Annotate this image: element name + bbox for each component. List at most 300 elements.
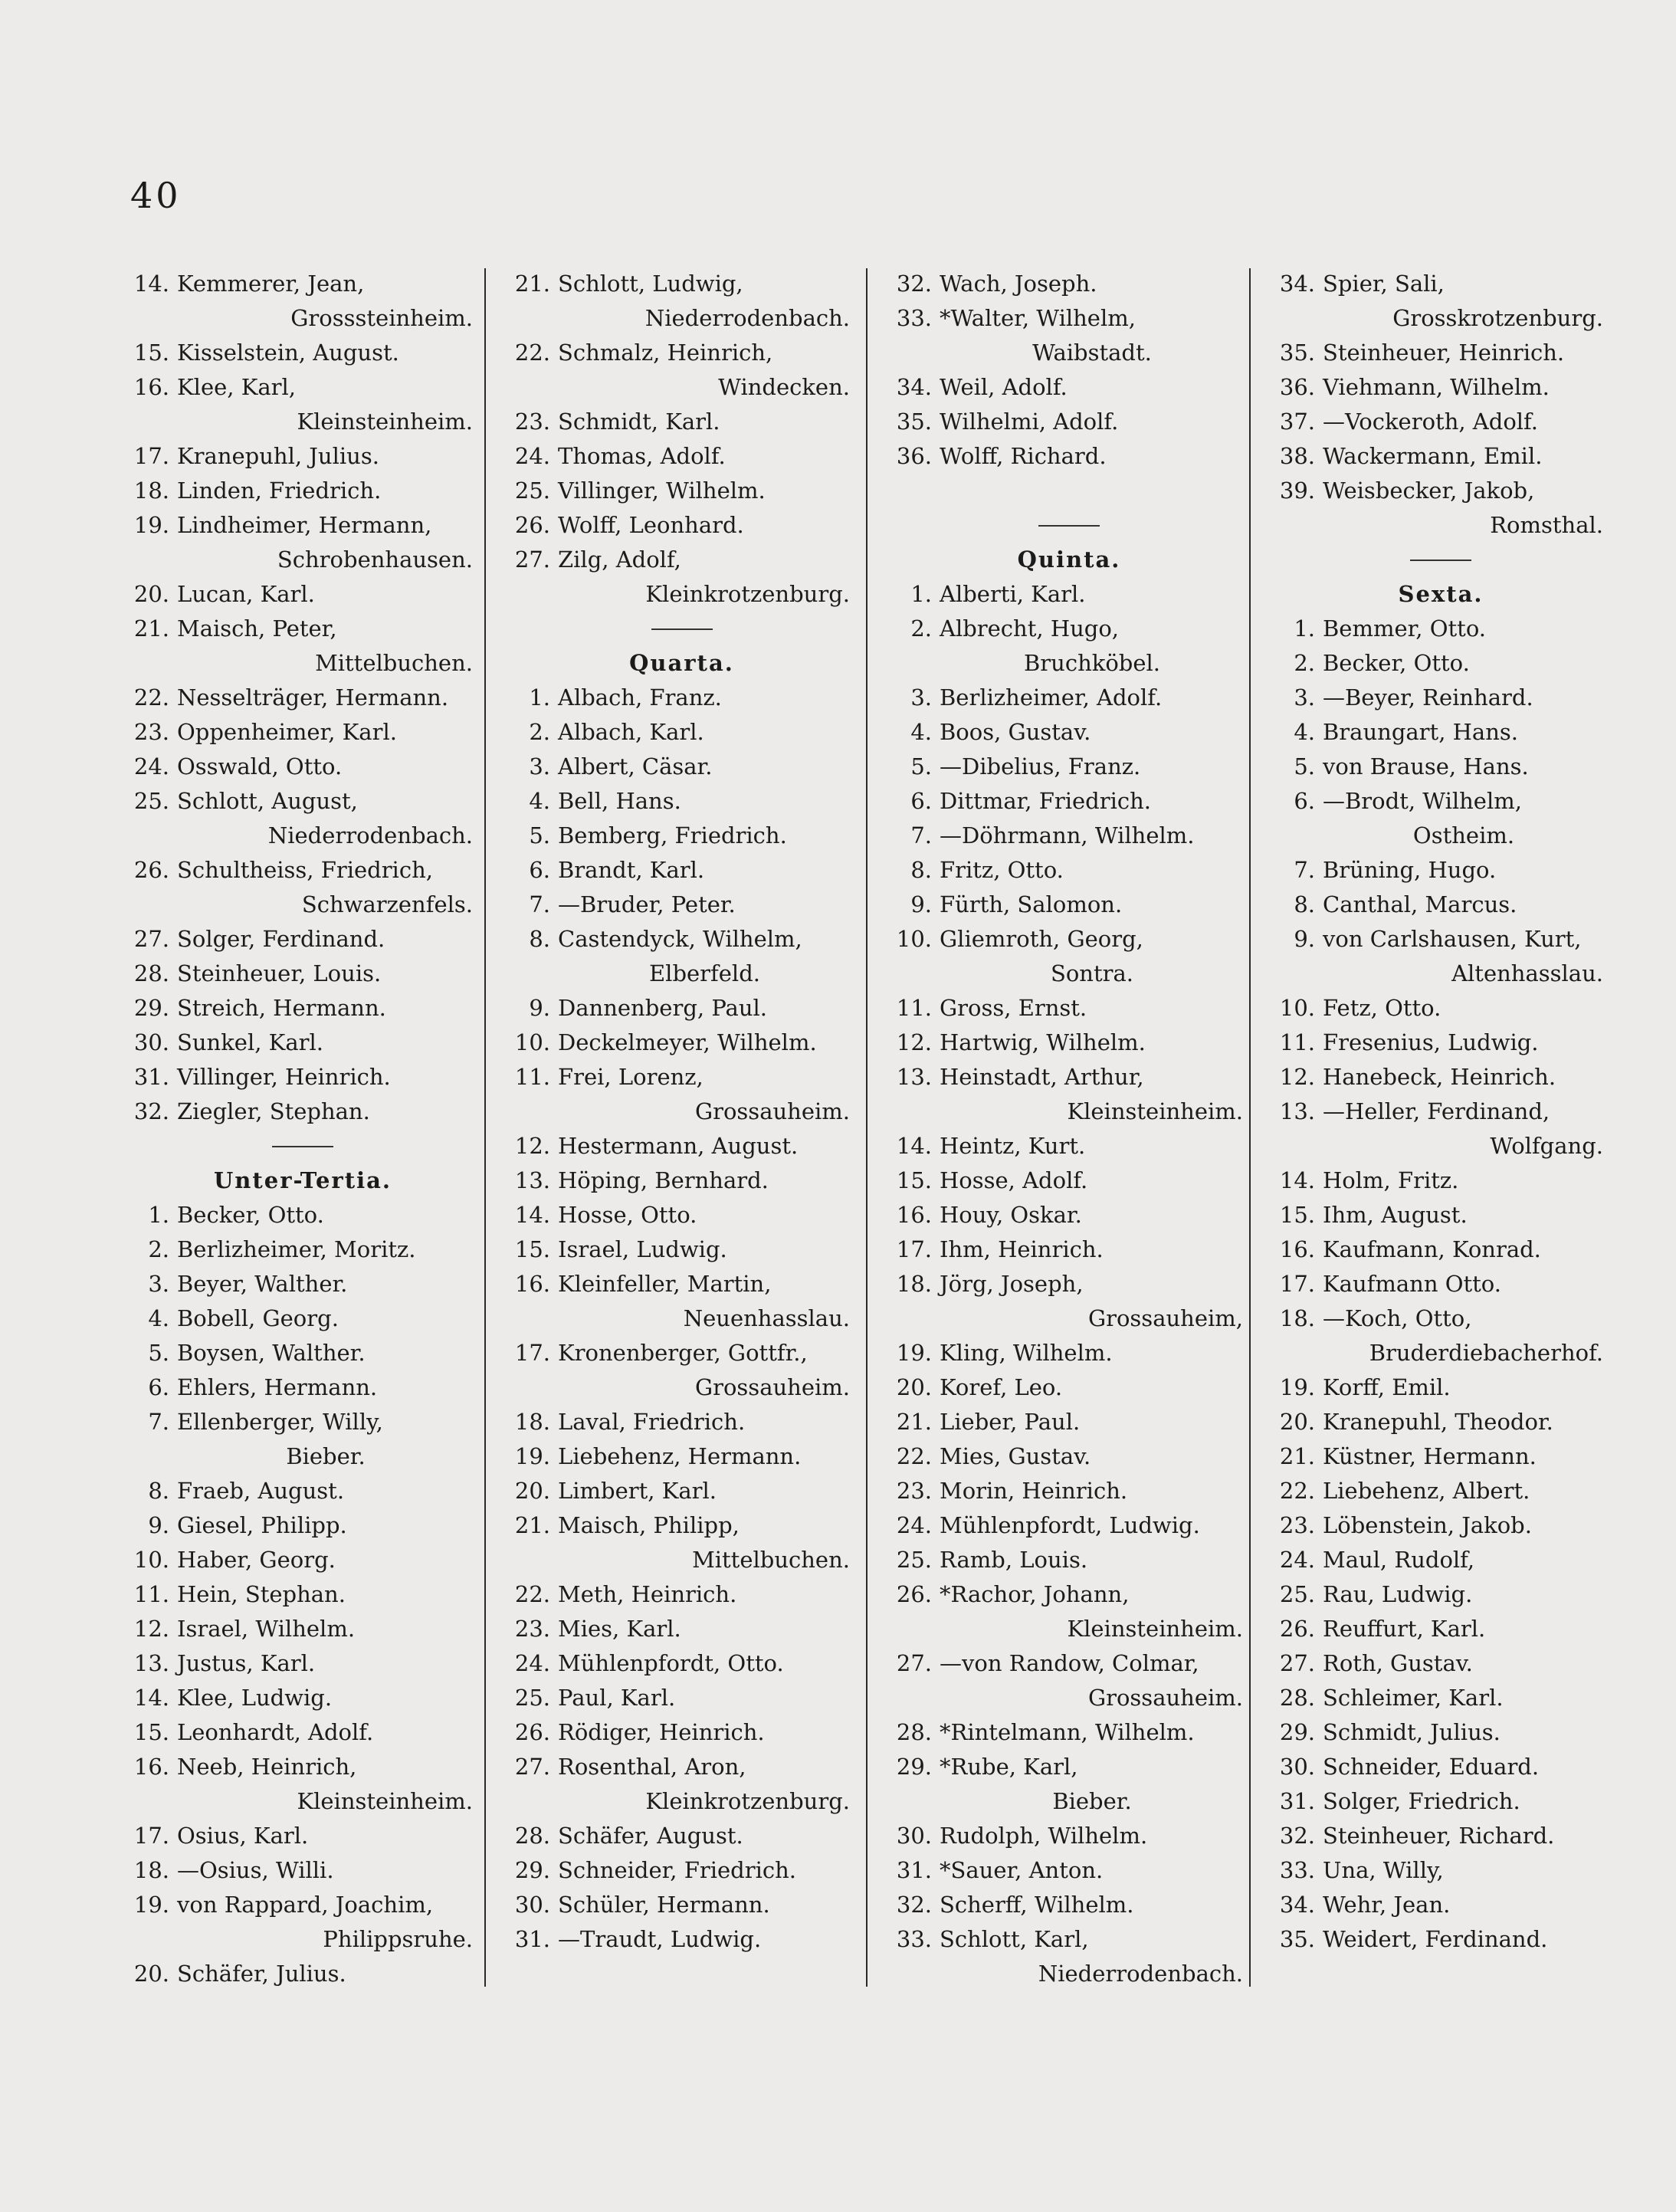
entry-number: 30. — [514, 1892, 550, 1918]
entry-number: 36. — [896, 443, 932, 469]
entry-number: 8. — [910, 857, 932, 883]
entry-place: Kleinsteinheim. — [1067, 1098, 1243, 1124]
list-item — [126, 439, 479, 474]
entry-name: Kronenberger, Gottfr., — [558, 1340, 808, 1366]
entry-name: Steinheuer, Heinrich. — [1323, 340, 1565, 366]
entry-number: 22. — [133, 684, 169, 711]
entry-name: Maisch, Philipp, — [558, 1512, 740, 1538]
column-divider-1 — [484, 268, 486, 1987]
entry-number: 4. — [1294, 719, 1315, 745]
list-item — [1272, 1577, 1609, 1612]
entry-name: —Brodt, Wilhelm, — [1323, 788, 1522, 814]
entry-number: 25. — [133, 788, 169, 814]
entry-name: Albert, Cäsar. — [558, 753, 713, 779]
list-item — [507, 1508, 856, 1543]
list-item — [126, 1957, 479, 1991]
list-item — [507, 1439, 856, 1474]
entry-number: 18. — [1279, 1305, 1315, 1331]
entry-name: Bell, Hans. — [558, 788, 681, 814]
entry-number: 35. — [1279, 340, 1315, 366]
entry-number: 21. — [896, 1409, 932, 1435]
entry-name: Rosenthal, Aron, — [558, 1754, 746, 1780]
entry-number: 10. — [896, 926, 932, 952]
entry-name: Berlizheimer, Adolf. — [940, 684, 1163, 711]
entry-number: 15. — [896, 1167, 932, 1193]
entry-place: Niederrodenbach. — [644, 305, 850, 331]
entry-name: Meth, Heinrich. — [558, 1581, 737, 1607]
list-item — [1272, 267, 1609, 301]
entry-name: Gliemroth, Georg, — [940, 926, 1143, 952]
entry-name: Limbert, Karl. — [558, 1478, 717, 1504]
entry-number: 7. — [1294, 857, 1315, 883]
entry-name: Maisch, Peter, — [177, 615, 337, 642]
entry-name: Rau, Ludwig. — [1323, 1581, 1473, 1607]
entry-name: Ramb, Louis. — [940, 1547, 1088, 1573]
entry-name: Rudolph, Wilhelm. — [940, 1823, 1148, 1849]
list-item — [1272, 1474, 1609, 1508]
entry-name: Schäfer, August. — [558, 1823, 743, 1849]
entry-name: Ehlers, Hermann. — [177, 1374, 378, 1400]
list-item — [507, 1232, 856, 1267]
entry-name: Küstner, Hermann. — [1323, 1443, 1537, 1469]
name-list-column-2 — [507, 267, 856, 1957]
list-item — [1272, 1301, 1609, 1336]
entry-name: Berlizheimer, Moritz. — [177, 1236, 416, 1262]
list-item — [889, 715, 1249, 750]
entry-name: Streich, Hermann. — [177, 995, 386, 1021]
list-item — [1272, 474, 1609, 508]
entry-number: 28. — [1279, 1685, 1315, 1711]
entry-number: 18. — [514, 1409, 550, 1435]
name-list-column-3 — [889, 267, 1249, 1991]
list-item — [507, 1336, 856, 1370]
entry-name: Wehr, Jean. — [1323, 1892, 1451, 1918]
list-item — [507, 1646, 856, 1681]
entry-name: Hosse, Adolf. — [940, 1167, 1088, 1193]
entry-name: Rödiger, Heinrich. — [558, 1719, 765, 1745]
list-item — [889, 405, 1249, 439]
entry-number: 11. — [1279, 1029, 1315, 1055]
entry-name: Schlott, Ludwig, — [558, 271, 743, 297]
list-item — [126, 1646, 479, 1681]
list-item — [126, 1198, 479, 1232]
entry-name: Schmalz, Heinrich, — [558, 340, 773, 366]
list-item — [889, 612, 1249, 646]
entry-name: Alberti, Karl. — [940, 581, 1086, 607]
list-item — [507, 439, 856, 474]
list-item — [126, 1267, 479, 1301]
list-item — [889, 1232, 1249, 1267]
entry-name: Schneider, Friedrich. — [558, 1857, 796, 1883]
list-item — [507, 1612, 856, 1646]
entry-number: 20. — [133, 581, 169, 607]
entry-number: 14. — [1279, 1167, 1315, 1193]
list-item — [1272, 1232, 1609, 1267]
entry-name: Weisbecker, Jakob, — [1323, 478, 1535, 504]
entry-number: 27. — [514, 546, 550, 573]
entry-number: 13. — [133, 1650, 169, 1676]
entry-place: Bruderdiebacherhof. — [1369, 1340, 1603, 1366]
list-item — [126, 1232, 479, 1267]
entry-number: 29. — [896, 1754, 932, 1780]
entry-number: 6. — [148, 1374, 169, 1400]
section-separator — [889, 508, 1249, 543]
entry-name: Osius, Karl. — [177, 1823, 309, 1849]
entry-number: 13. — [896, 1064, 932, 1090]
list-item — [126, 991, 479, 1026]
entry-number: 2. — [148, 1236, 169, 1262]
entry-name: Braungart, Hans. — [1323, 719, 1518, 745]
list-item — [1272, 784, 1609, 819]
entry-number: 29. — [514, 1857, 550, 1883]
entry-place: Bieber. — [1052, 1788, 1132, 1814]
list-item — [126, 474, 479, 508]
entry-number: 17. — [133, 443, 169, 469]
entry-place: Grossauheim. — [1087, 1685, 1243, 1711]
list-item — [1272, 888, 1609, 922]
entry-name: *Rube, Karl, — [940, 1754, 1078, 1780]
entry-name: Wilhelmi, Adolf. — [940, 409, 1119, 435]
entry-name: Bobell, Georg. — [177, 1305, 339, 1331]
list-item — [507, 1405, 856, 1439]
list-item — [1272, 1026, 1609, 1060]
list-item — [126, 1543, 479, 1577]
entry-name: Schultheiss, Friedrich, — [177, 857, 433, 883]
entry-number: 8. — [529, 926, 550, 952]
list-item — [1272, 681, 1609, 715]
entry-name: Albach, Franz. — [558, 684, 722, 711]
list-item — [507, 1888, 856, 1922]
list-item — [507, 681, 856, 715]
entry-place: Elberfeld. — [649, 960, 760, 986]
list-item — [126, 922, 479, 957]
list-item — [1272, 1646, 1609, 1681]
entry-name: Canthal, Marcus. — [1323, 891, 1517, 917]
list-item — [889, 1474, 1249, 1508]
entry-place: Grosssteinheim. — [290, 305, 473, 331]
entry-name: Lindheimer, Hermann, — [177, 512, 432, 538]
blank-line — [889, 474, 1249, 508]
list-item — [507, 1267, 856, 1301]
entry-name: Bemberg, Friedrich. — [558, 822, 787, 848]
entry-name: Paul, Karl. — [558, 1685, 676, 1711]
list-item — [126, 1060, 479, 1095]
entry-name: Steinheuer, Louis. — [177, 960, 382, 986]
entry-number: 11. — [514, 1064, 550, 1090]
entry-number: 24. — [514, 443, 550, 469]
entry-place: Bieber. — [286, 1443, 366, 1469]
section-separator — [507, 612, 856, 646]
list-item — [889, 1715, 1249, 1750]
entry-name: Beyer, Walther. — [177, 1271, 348, 1297]
list-item — [889, 853, 1249, 888]
entry-number: 10. — [1279, 995, 1315, 1021]
entry-number: 16. — [1279, 1236, 1315, 1262]
list-item — [126, 715, 479, 750]
entry-name: Koref, Leo. — [940, 1374, 1063, 1400]
entry-number: 35. — [1279, 1926, 1315, 1952]
entry-number: 32. — [896, 271, 932, 297]
entry-name: Hestermann, August. — [558, 1133, 799, 1159]
entry-number: 12. — [896, 1029, 932, 1055]
entry-name: Solger, Ferdinand. — [177, 926, 385, 952]
entry-number: 21. — [514, 271, 550, 297]
list-item — [889, 1336, 1249, 1370]
entry-number: 4. — [529, 788, 550, 814]
entry-number: 28. — [133, 960, 169, 986]
list-item — [507, 474, 856, 508]
entry-number: 22. — [1279, 1478, 1315, 1504]
entry-name: Löbenstein, Jakob. — [1323, 1512, 1532, 1538]
entry-number: 14. — [514, 1202, 550, 1228]
list-item — [1272, 1405, 1609, 1439]
entry-number: 3. — [529, 753, 550, 779]
entry-number: 10. — [133, 1547, 169, 1573]
list-item — [889, 750, 1249, 784]
entry-name: Boos, Gustav. — [940, 719, 1091, 745]
entry-name: Zilg, Adolf, — [558, 546, 681, 573]
entry-number: 36. — [1279, 374, 1315, 400]
entry-name: von Rappard, Joachim, — [177, 1892, 434, 1918]
entry-name: —Heller, Ferdinand, — [1323, 1098, 1550, 1124]
list-item — [507, 1198, 856, 1232]
entry-name: Linden, Friedrich. — [177, 478, 382, 504]
list-item — [889, 819, 1249, 853]
entry-name: —Bruder, Peter. — [558, 891, 736, 917]
list-item — [507, 991, 856, 1026]
entry-number: 9. — [1294, 926, 1315, 952]
entry-name: Kleinfeller, Martin, — [558, 1271, 772, 1297]
entry-number: 30. — [133, 1029, 169, 1055]
entry-number: 23. — [133, 719, 169, 745]
entry-number: 13. — [1279, 1098, 1315, 1124]
entry-number: 31. — [896, 1857, 932, 1883]
list-item — [889, 888, 1249, 922]
entry-place: Mittelbuchen. — [315, 650, 473, 676]
list-item — [889, 922, 1249, 957]
entry-number: 27. — [133, 926, 169, 952]
list-item — [126, 577, 479, 612]
entry-number: 3. — [1294, 684, 1315, 711]
entry-place: Kleinsteinheim. — [1067, 1616, 1243, 1642]
list-item — [126, 1750, 479, 1784]
list-item — [507, 853, 856, 888]
entry-name: Laval, Friedrich. — [558, 1409, 746, 1435]
entry-name: Becker, Otto. — [1323, 650, 1470, 676]
list-item — [1272, 1715, 1609, 1750]
entry-name: Becker, Otto. — [177, 1202, 324, 1228]
entry-number: 5. — [1294, 753, 1315, 779]
entry-number: 27. — [896, 1650, 932, 1676]
list-item — [126, 1474, 479, 1508]
entry-number: 33. — [1279, 1857, 1315, 1883]
entry-name: Schüler, Hermann. — [558, 1892, 770, 1918]
entry-number: 14. — [896, 1133, 932, 1159]
list-item — [126, 750, 479, 784]
entry-name: Schäfer, Julius. — [177, 1961, 346, 1987]
list-item — [1272, 1370, 1609, 1405]
list-item — [889, 1129, 1249, 1163]
list-item — [889, 370, 1249, 405]
list-item — [1272, 1060, 1609, 1095]
list-item — [507, 405, 856, 439]
entry-number: 31. — [514, 1926, 550, 1952]
entry-number: 33. — [896, 1926, 932, 1952]
entry-number: 18. — [133, 1857, 169, 1883]
entry-number: 23. — [1279, 1512, 1315, 1538]
entry-place: Windecken. — [718, 374, 850, 400]
entry-name: —Beyer, Reinhard. — [1323, 684, 1533, 711]
entry-number: 23. — [514, 409, 550, 435]
entry-name: Oppenheimer, Karl. — [177, 719, 397, 745]
entry-name: —von Randow, Colmar, — [940, 1650, 1199, 1676]
entry-number: 1. — [148, 1202, 169, 1228]
list-item — [507, 1853, 856, 1888]
list-item — [507, 1819, 856, 1853]
entry-number: 6. — [529, 857, 550, 883]
list-item — [889, 1060, 1249, 1095]
list-item — [1272, 370, 1609, 405]
list-item — [507, 543, 856, 577]
list-item — [126, 1612, 479, 1646]
entry-number: 25. — [896, 1547, 932, 1573]
entry-number: 9. — [910, 891, 932, 917]
entry-number: 11. — [133, 1581, 169, 1607]
list-item — [889, 267, 1249, 301]
entry-name: Lucan, Karl. — [177, 581, 315, 607]
entry-number: 12. — [133, 1616, 169, 1642]
entry-place: Grossauheim. — [694, 1098, 850, 1124]
entry-name: *Walter, Wilhelm, — [940, 305, 1136, 331]
entry-number: 14. — [133, 1685, 169, 1711]
entry-number: 19. — [1279, 1374, 1315, 1400]
entry-number: 1. — [529, 684, 550, 711]
entry-name: Schleimer, Karl. — [1323, 1685, 1504, 1711]
list-item — [1272, 1681, 1609, 1715]
entry-place: Altenhasslau. — [1451, 960, 1603, 986]
entry-number: 24. — [514, 1650, 550, 1676]
entry-number: 13. — [514, 1167, 550, 1193]
column-divider-2 — [866, 268, 868, 1987]
entry-number: 6. — [1294, 788, 1315, 814]
entry-number: 30. — [896, 1823, 932, 1849]
list-item — [126, 681, 479, 715]
list-item — [126, 1681, 479, 1715]
list-item — [1272, 1163, 1609, 1198]
list-item — [1272, 922, 1609, 957]
entry-name: Klee, Karl, — [177, 374, 297, 400]
entry-place: Neuenhasslau. — [683, 1305, 850, 1331]
entry-name: Schlott, August, — [177, 788, 358, 814]
list-item — [507, 1026, 856, 1060]
entry-name: Thomas, Adolf. — [558, 443, 726, 469]
list-item — [889, 1508, 1249, 1543]
entry-name: —Döhrmann, Wilhelm. — [940, 822, 1195, 848]
entry-name: Kling, Wilhelm. — [940, 1340, 1113, 1366]
entry-place: Kleinkrotzenburg. — [645, 1788, 850, 1814]
entry-place: Schrobenhausen. — [277, 546, 473, 573]
entry-name: Holm, Fritz. — [1323, 1167, 1459, 1193]
entry-name: Wach, Joseph. — [940, 271, 1097, 297]
entry-number: 26. — [896, 1581, 932, 1607]
entry-number: 15. — [514, 1236, 550, 1262]
entry-name: Leonhardt, Adolf. — [177, 1719, 374, 1745]
entry-place: Mittelbuchen. — [692, 1547, 850, 1573]
entry-number: 20. — [1279, 1409, 1315, 1435]
entry-name: Ihm, Heinrich. — [940, 1236, 1104, 1262]
list-item — [126, 508, 479, 543]
list-item — [1272, 991, 1609, 1026]
list-item — [1272, 715, 1609, 750]
list-item — [1272, 1922, 1609, 1957]
list-item — [1272, 1888, 1609, 1922]
entry-number: 1. — [1294, 615, 1315, 642]
entry-name: Scherff, Wilhelm. — [940, 1892, 1134, 1918]
entry-number: 17. — [896, 1236, 932, 1262]
entry-number: 17. — [514, 1340, 550, 1366]
entry-number: 7. — [910, 822, 932, 848]
list-item — [126, 1819, 479, 1853]
entry-number: 22. — [896, 1443, 932, 1469]
entry-number: 28. — [514, 1823, 550, 1849]
entry-name: *Rintelmann, Wilhelm. — [940, 1719, 1195, 1745]
entry-number: 26. — [514, 1719, 550, 1745]
entry-number: 23. — [896, 1478, 932, 1504]
entry-name: —Osius, Willi. — [177, 1857, 334, 1883]
entry-name: Ihm, August. — [1323, 1202, 1468, 1228]
entry-name: Kaufmann, Konrad. — [1323, 1236, 1541, 1262]
entry-place: Grossauheim. — [694, 1374, 850, 1400]
entry-name: Castendyck, Wilhelm, — [558, 926, 802, 952]
entry-name: —Dibelius, Franz. — [940, 753, 1141, 779]
entry-number: 17. — [1279, 1271, 1315, 1297]
entry-name: Wolff, Leonhard. — [558, 512, 744, 538]
entry-name: Mühlenpfordt, Otto. — [558, 1650, 784, 1676]
list-item — [889, 1026, 1249, 1060]
entry-number: 3. — [910, 684, 932, 711]
entry-number: 35. — [896, 409, 932, 435]
entry-name: Kranepuhl, Theodor. — [1323, 1409, 1553, 1435]
class-heading: Unter-Tertia. — [213, 1167, 392, 1193]
page-number: 40 — [130, 175, 182, 216]
entry-number: 27. — [514, 1754, 550, 1780]
list-item — [507, 1129, 856, 1163]
entry-number: 16. — [133, 374, 169, 400]
entry-number: 39. — [1279, 478, 1315, 504]
entry-number: 27. — [1279, 1650, 1315, 1676]
entry-name: Hanebeck, Heinrich. — [1323, 1064, 1556, 1090]
list-item — [889, 439, 1249, 474]
entry-number: 32. — [133, 1098, 169, 1124]
entry-name: Morin, Heinrich. — [940, 1478, 1128, 1504]
list-item — [1272, 405, 1609, 439]
entry-place: Romsthal. — [1490, 512, 1603, 538]
list-item — [1272, 1267, 1609, 1301]
entry-place: Ostheim. — [1412, 822, 1515, 848]
list-item — [126, 784, 479, 819]
list-item — [889, 1646, 1249, 1681]
entry-number: 4. — [910, 719, 932, 745]
entry-name: —Vockeroth, Adolf. — [1323, 409, 1538, 435]
list-item — [1272, 336, 1609, 370]
entry-number: 3. — [148, 1271, 169, 1297]
entry-name: Hartwig, Wilhelm. — [940, 1029, 1146, 1055]
list-item — [889, 1370, 1249, 1405]
entry-number: 29. — [133, 995, 169, 1021]
entry-name: Korff, Emil. — [1323, 1374, 1451, 1400]
entry-number: 24. — [896, 1512, 932, 1538]
entry-number: 9. — [148, 1512, 169, 1538]
